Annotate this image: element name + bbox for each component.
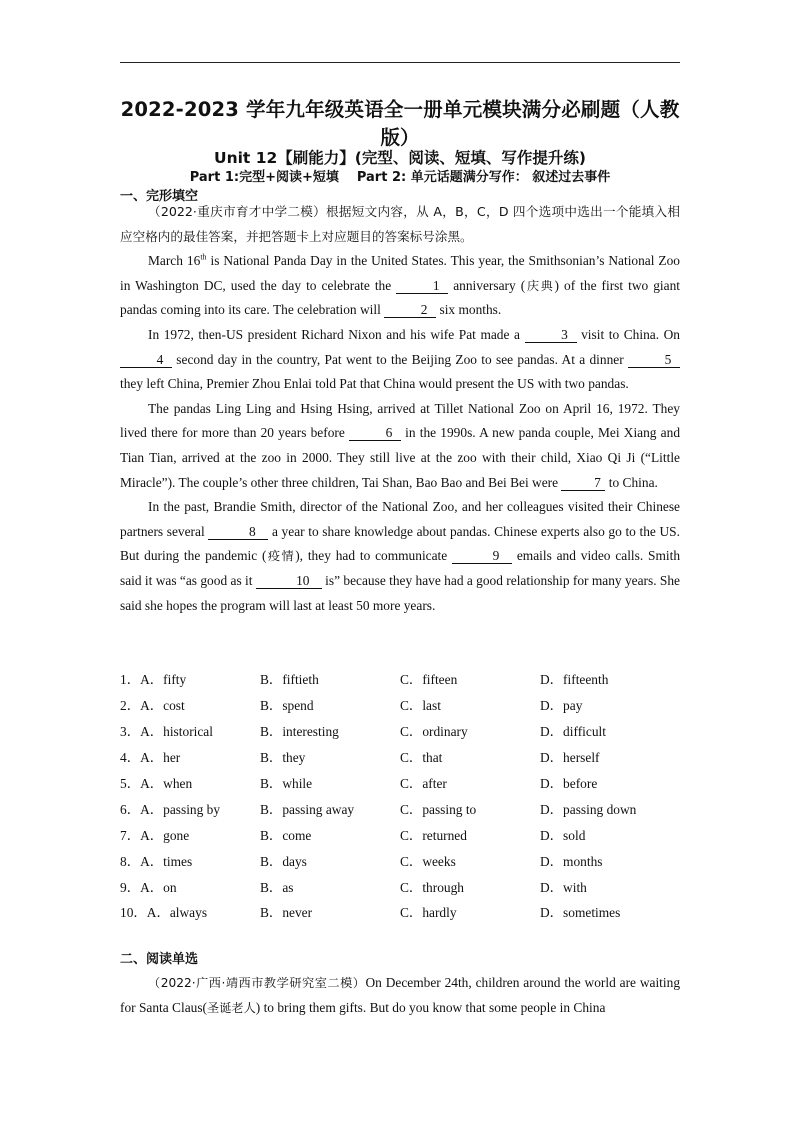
option-7-a[interactable]: 7．A．gone [120,827,190,843]
option-row-8 [120,847,680,873]
blank-2[interactable]: 2 [384,302,436,318]
option-1-d[interactable]: D．fifteenth [540,672,609,688]
option-10-b[interactable]: B．never [260,905,313,921]
reading-paragraph-1: （2022·广西·靖西市教学研究室二模）On December 24th, children around the world are waiting for Santa Claus(圣诞老人) to bring them gifts. But do you know that some people in China [120,975,681,1015]
blank-3[interactable]: 3 [525,327,577,343]
section1-heading: 一、完形填空 [120,189,199,204]
option-1-b[interactable]: B．fiftieth [260,672,319,688]
option-3-a[interactable]: 3．A．historical [120,724,213,740]
option-row-2 [120,692,680,718]
option-row-7 [120,821,680,847]
option-3-c[interactable]: C．ordinary [400,724,468,740]
option-6-a[interactable]: 6．A．passing by [120,801,221,817]
blank-1[interactable]: 1 [396,278,448,294]
option-4-b[interactable]: B．they [260,750,306,766]
passage-paragraph-2: In 1972, then-US president Richard Nixon and his wife Pat made a 3 visit to China. On 4 second day in the country, Pat went to the Beijing Zoo to see pandas. At a dinner 5 they left China, Premier Zhou Enlai told Pat that China would present the US with two pandas. [120,326,680,392]
option-3-b[interactable]: B．interesting [260,724,339,740]
blank-7[interactable]: 7 [561,475,605,491]
option-6-d[interactable]: D．passing down [540,801,637,817]
option-row-1 [120,666,680,692]
passage-paragraph-4: In the past, Brandie Smith, director of the National Zoo, and her colleagues visited their Chinese partners several 8 a year to share knowledge about pandas. Chinese experts also go to the US. But during the pandemic (疫情), they had to communicate 9 emails and video calls. Smith said it was “as good as it 10 is” because they have had a good relationship for many years. She said she hopes the program will last at least 50 more years. [120,499,681,613]
blank-10[interactable]: 10 [256,573,322,589]
option-10-d[interactable]: D．sometimes [540,905,621,921]
page-title-line1: 2022-2023 学年九年级英语全一册单元模块满分必刷题（人教 [120,98,680,121]
option-9-d[interactable]: D．with [540,879,587,895]
option-2-b[interactable]: B．spend [260,698,314,714]
option-10-c[interactable]: C．hardly [400,905,457,921]
top-rule [120,62,680,63]
section1-instruction: （2022·重庆市育才中学二模）根据短文内容，从 A，B，C，D 四个选项中选出一个能填入相应空格内的最佳答案，并把答题卡上对应题目的答案标号涂黑。 [120,204,680,244]
option-9-b[interactable]: B．as [260,879,294,895]
option-5-d[interactable]: D．before [540,776,598,791]
option-8-c[interactable]: C．weeks [400,853,456,869]
option-4-a[interactable]: 4．A．her [120,750,181,766]
passage-paragraph-3: The pandas Ling Ling and Hsing Hsing, arrived at Tillet National Zoo on April 16, 1972. They lived there for more than 20 years before 6 in the 1990s. A new panda couple, Mei Xiang and Tian Tian, arrived at the zoo in 2000. They still live at the zoo with their child, Xiao Qi Ji (“Little Miracle”). The couple’s other three children, Tai Shan, Bao Bao and Bei Bei were 7 to China. [120,400,681,490]
option-6-b[interactable]: B．passing away [260,801,355,817]
blank-9[interactable]: 9 [452,548,512,564]
option-2-d[interactable]: D．pay [540,698,583,714]
passage-paragraph-1: March 16th is National Panda Day in the United States. This year, the Smithsonian’s National Zoo in Washington DC, used the day to celebrate the 1 anniversary (庆典) of the first two giant pandas coming into its care. The celebration will 2 six months. [120,252,681,318]
option-row-5 [120,770,680,796]
option-row-6 [120,795,680,821]
option-7-b[interactable]: B．come [260,827,312,843]
option-9-a[interactable]: 9．A．on [120,879,177,895]
part2-label: Part 2: 单元话题满分写作： 叙述过去事件 [356,170,611,185]
option-5-b[interactable]: B．while [260,776,313,791]
option-7-c[interactable]: C．returned [400,827,467,843]
blank-6[interactable]: 6 [349,425,401,441]
option-10-a[interactable]: 10．A．always [120,905,208,921]
option-9-c[interactable]: C．through [400,879,464,895]
section1-body [120,200,680,618]
section2-body [120,971,680,1020]
option-7-d[interactable]: D．sold [540,827,586,843]
option-2-c[interactable]: C．last [400,698,441,714]
option-4-c[interactable]: C．that [400,750,443,766]
option-3-d[interactable]: D．difficult [540,724,606,740]
blank-5[interactable]: 5 [628,352,680,368]
option-6-c[interactable]: C．passing to [400,801,477,817]
blank-8[interactable]: 8 [208,524,268,540]
blank-4[interactable]: 4 [120,352,172,368]
page-title-line2: 版） [380,126,420,149]
unit-subtitle: Unit 12【刷能力】(完型、阅读、短填、写作提升练) [214,149,586,167]
option-8-d[interactable]: D．months [540,853,603,869]
option-1-a[interactable]: 1．A．fifty [120,672,187,688]
option-8-a[interactable]: 8．A．times [120,853,193,869]
option-8-b[interactable]: B．days [260,853,307,869]
option-5-c[interactable]: C．after [400,776,447,791]
option-5-a[interactable]: 5．A．when [120,776,193,791]
option-2-a[interactable]: 2．A．cost [120,698,185,714]
part1-label: Part 1:完型+阅读+短填 [189,170,339,185]
section2-heading: 二、阅读单选 [120,952,199,967]
parts-line [120,168,680,188]
option-row-3 [120,718,680,744]
options-list [120,666,680,925]
option-4-d[interactable]: D．herself [540,750,600,766]
option-row-4 [120,744,680,770]
option-1-c[interactable]: C．fifteen [400,672,458,688]
option-row-9 [120,873,680,899]
option-row-10 [120,899,680,925]
